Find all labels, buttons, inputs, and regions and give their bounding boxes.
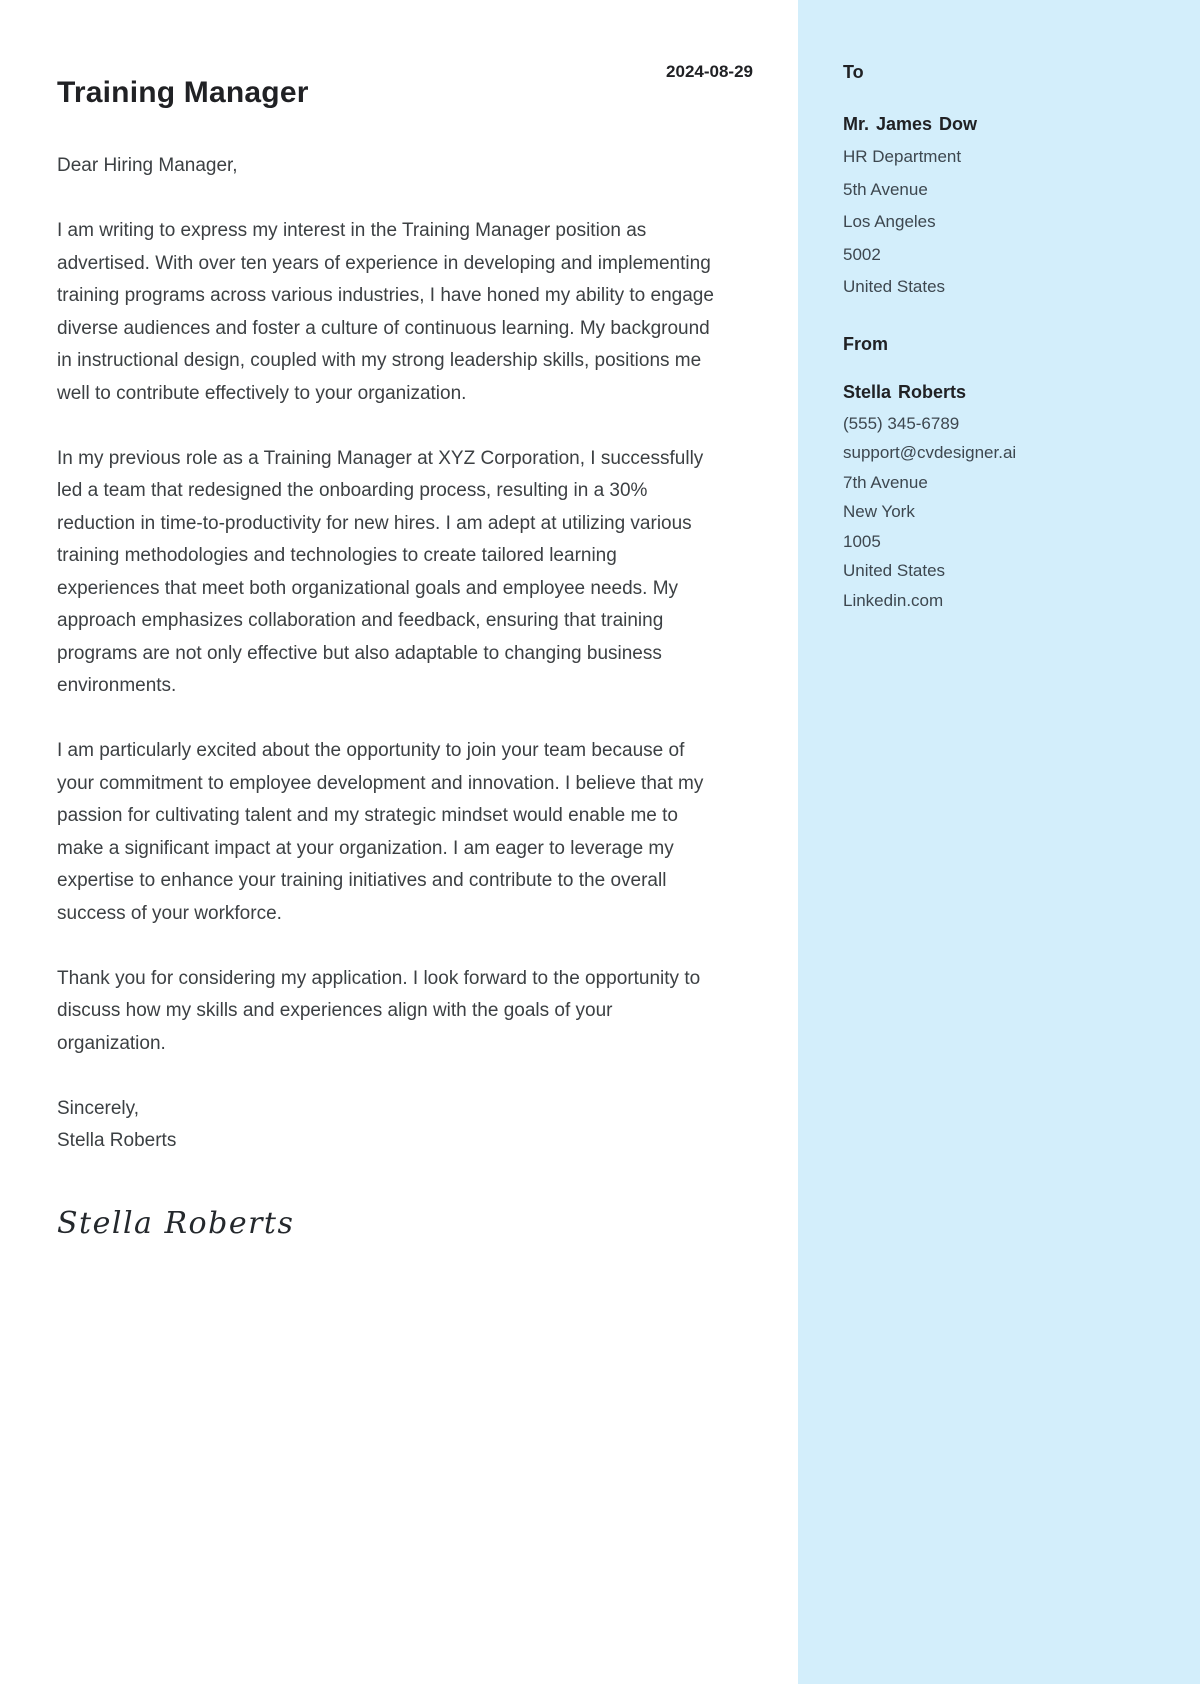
recipient-address-line: 5th Avenue: [843, 179, 928, 199]
closing-block: [57, 1093, 719, 1158]
page-title: Training Manager: [57, 76, 309, 110]
sender-contact-line: 1005: [843, 531, 881, 551]
letter-date: 2024-08-29: [666, 62, 753, 81]
recipient-address: [843, 141, 1176, 304]
contact-sidebar: [798, 0, 1200, 1684]
letter-paragraph: Thank you for considering my application. I look forward to the opportunity to discuss how my skills and experiences align with the goals of your organization.: [57, 967, 701, 1054]
letter-paragraphs: [57, 215, 719, 1060]
letter-body: [57, 150, 719, 1190]
recipient-address-line: 5002: [843, 244, 881, 264]
letter-paragraph: I am particularly excited about the opportunity to join your team because of your commitment to employee development and innovation. I believe that my passion for cultivating talent and my strategic mindset would enable me to make a significant impact at your organization. I am eager to leverage my expertise to enhance your training initiatives and contribute to the overall success of your workforce.: [57, 740, 704, 924]
sender-contact-line: 7th Avenue: [843, 472, 928, 492]
closing-word: Sincerely,: [57, 1097, 140, 1119]
salutation: Dear Hiring Manager,: [57, 155, 238, 176]
letter-paragraph: I am writing to express my interest in the Training Manager position as advertised. With over ten years of experience in developing and implementing training programs across various industries, I have honed my ability to engage diverse audiences and foster a culture of continuous learning. My background in instructional design, coupled with my strong leadership skills, positions me well to contribute effectively to your organization.: [57, 220, 714, 404]
to-label: To: [843, 62, 864, 82]
recipient-address-line: United States: [843, 277, 946, 296]
handwritten-signature: Stella Roberts: [57, 1206, 295, 1241]
sender-contact-line: support@cvdesigner.ai: [843, 443, 1017, 462]
letter-paragraph: In my previous role as a Training Manager at XYZ Corporation, I successfully led a team that redesigned the onboarding process, resulting in a 30% reduction in time-to-productivity for new hires. I am adept at utilizing various training methodologies and technologies to create tailored learning experiences that meet both organizational goals and employee needs. My approach emphasizes collaboration and feedback, ensuring that training programs are not only effective but also adaptable to changing business environments.: [57, 447, 704, 696]
sender-contact-line: New York: [843, 502, 915, 521]
sender-name: Stella Roberts: [843, 381, 967, 402]
recipient-address-line: HR Department: [843, 147, 962, 166]
sender-contact-details: [843, 409, 1176, 616]
sender-contact-line: Linkedin.com: [843, 590, 944, 610]
from-label: From: [843, 333, 888, 354]
closing-name: Stella Roberts: [57, 1130, 177, 1151]
sender-contact-line: United States: [843, 561, 946, 580]
recipient-name: Mr. James Dow: [843, 114, 978, 134]
recipient-address-line: Los Angeles: [843, 212, 936, 231]
sender-contact-line: (555) 345-6789: [843, 413, 960, 433]
